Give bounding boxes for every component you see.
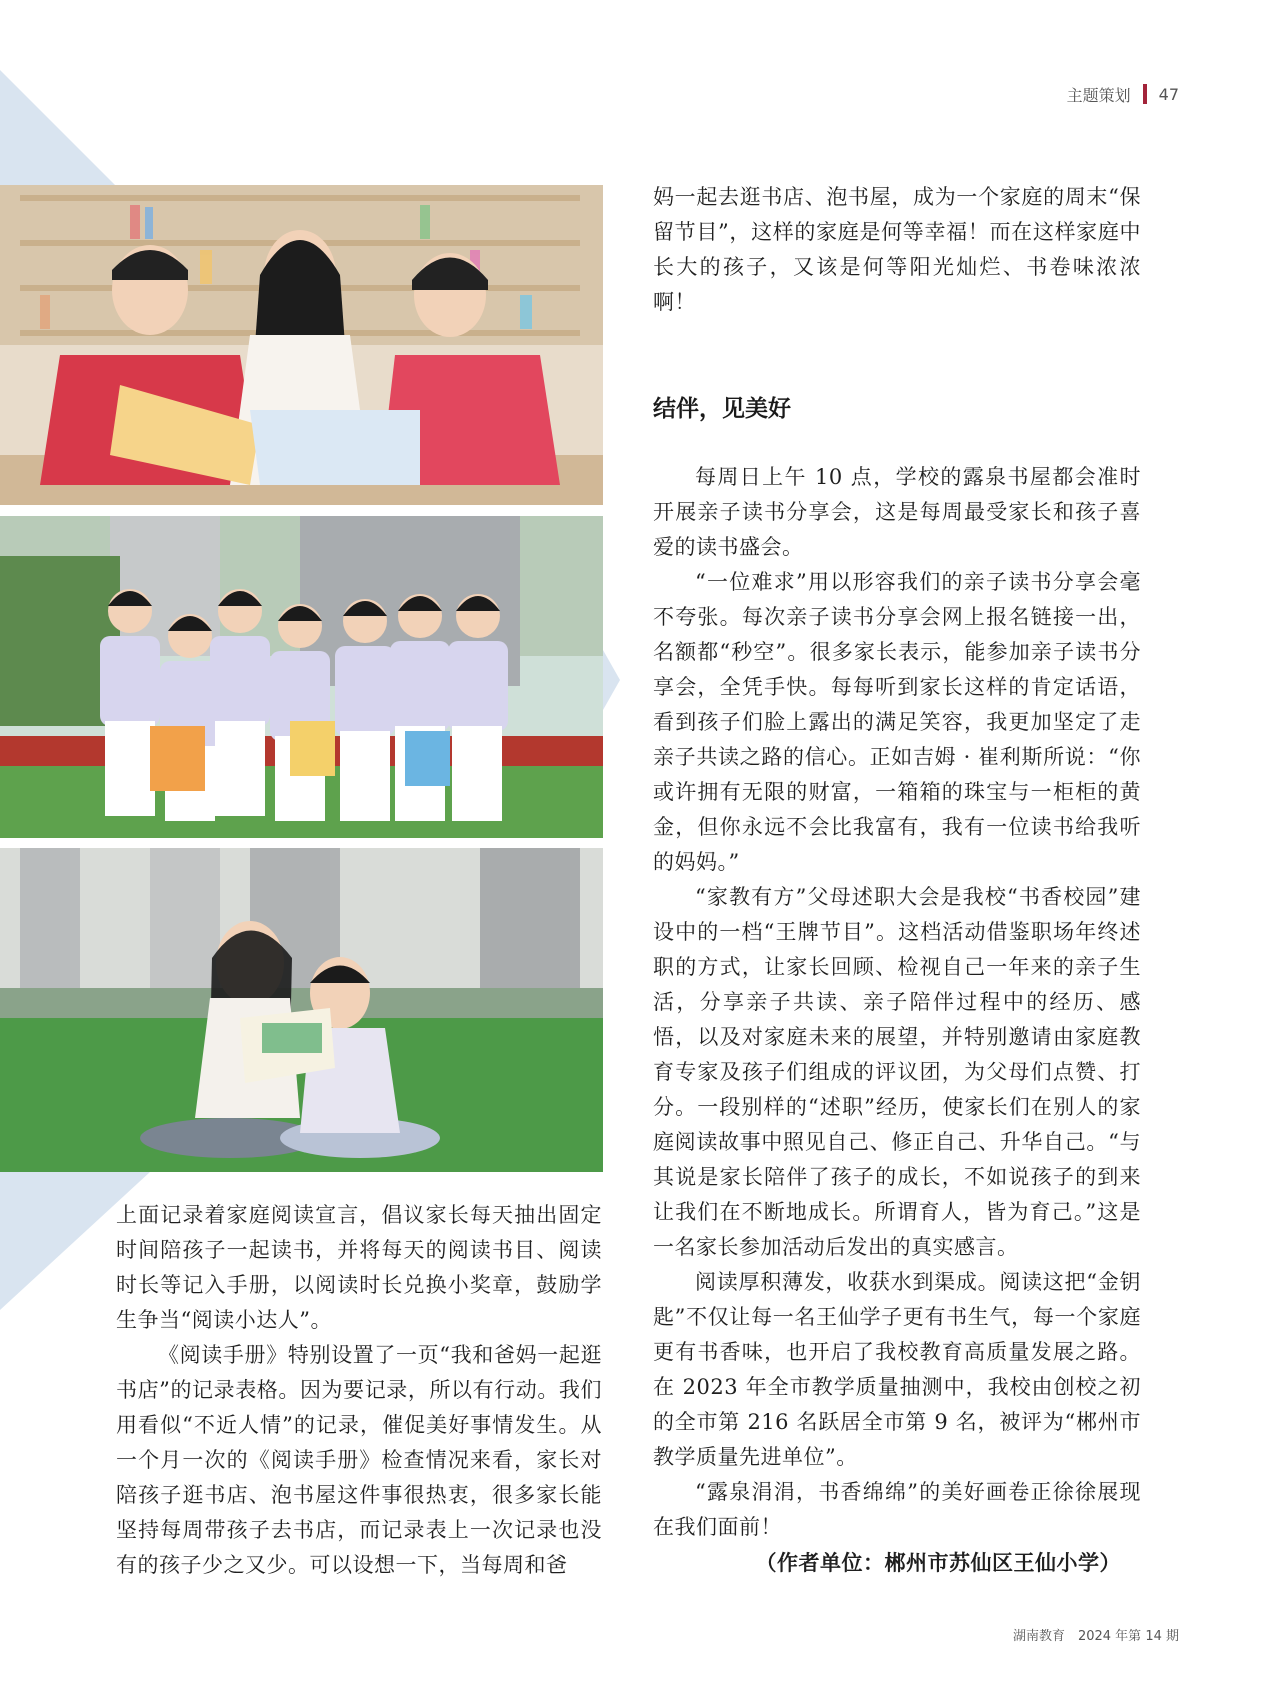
paragraph: 妈一起去逛书店、泡书屋，成为一个家庭的周末“保留节目”，这样的家庭是何等幸福！而在这样家庭中长大的孩子，又该是何等阳光灿烂、书卷味浓浓啊！ — [653, 185, 1141, 314]
paragraph: “露泉涓涓，书香绵绵”的美好画卷正徐徐展现在我们面前！ — [653, 1480, 1141, 1539]
paragraph: 上面记录着家庭阅读宣言，倡议家长每天抽出固定时间陪孩子一起读书，并将每天的阅读书目、阅读时长等记入手册，以阅读时长兑换小奖章，鼓励学生争当“阅读小达人”。 — [116, 1203, 602, 1332]
page-header — [1067, 80, 1179, 108]
left-column-body — [116, 1198, 602, 1583]
paragraph: 阅读厚积薄发，收获水到渠成。阅读这把“金钥匙”不仅让每一名王仙学子更有书生气，每一个家庭更有书香味，也开启了我校教育高质量发展之路。在 2023 年全市教学质量抽测中，我校由创校之初的全市第 216 名跃居全市第 9 名，被评为“郴州市教学质量先进单位”。 — [653, 1270, 1141, 1469]
author-affiliation: （作者单位：郴州市苏仙区王仙小学） — [755, 1550, 1121, 1575]
page-footer: 湖南教育 2024 年第 14 期 — [1012, 1629, 1179, 1644]
section-label: 主题策划 — [1066, 85, 1131, 105]
section-title: 结伴，见美好 — [653, 396, 791, 422]
page-number: 47 — [1158, 84, 1179, 104]
right-column-body — [653, 460, 1141, 1580]
photo-library-reading-icon — [0, 185, 603, 505]
accent-bar — [1143, 84, 1147, 104]
paragraph: 《阅读手册》特别设置了一页“我和爸妈一起逛书店”的记录表格。因为要记录，所以有行动。我们用看似“不近人情”的记录，催促美好事情发生。从一个月一次的《阅读手册》检查情况来看，家长对陪孩子逛书店、泡书屋这件事很热衷，很多家长能坚持每周带孩子去书店，而记录表上一次记录也没有的孩子少之又少。可以设想一下，当每周和爸 — [116, 1343, 602, 1577]
right-column-continued-text — [653, 180, 1141, 320]
photo-students-holding-books-icon — [0, 516, 603, 838]
paragraph: 每周日上午 10 点，学校的露泉书屋都会准时开展亲子读书分享会，这是每周最受家长和孩子喜爱的读书盛会。 — [653, 465, 1141, 559]
paragraph: “一位难求”用以形容我们的亲子读书分享会毫不夸张。每次亲子读书分享会网上报名链接一出，名额都“秒空”。很多家长表示，能参加亲子读书分享会，全凭手快。每每听到家长这样的肯定话语，看到孩子们脸上露出的满足笑容，我更加坚定了走亲子共读之路的信心。正如吉姆 · 崔利斯所说：“你或许拥有无限的财富，一箱箱的珠宝与一柜柜的黄金，但你永远不会比我富有，我有一位读书给我听的妈妈。” — [653, 570, 1141, 874]
photo-outdoor-reading-icon — [0, 848, 603, 1172]
paragraph: “家教有方”父母述职大会是我校“书香校园”建设中的一档“王牌节目”。这档活动借鉴职场年终述职的方式，让家长回顾、检视自己一年来的亲子生活，分享亲子共读、亲子陪伴过程中的经历、感悟，以及对家庭未来的展望，并特别邀请由家庭教育专家及孩子们组成的评议团，为父母们点赞、打分。一段别样的“述职”经历，使家长们在别人的家庭阅读故事中照见自己、修正自己、升华自己。“与其说是家长陪伴了孩子的成长，不如说孩子的到来让我们在不断地成长。所谓育人，皆为育己。”这是一名家长参加活动后发出的真实感言。 — [653, 885, 1141, 1259]
